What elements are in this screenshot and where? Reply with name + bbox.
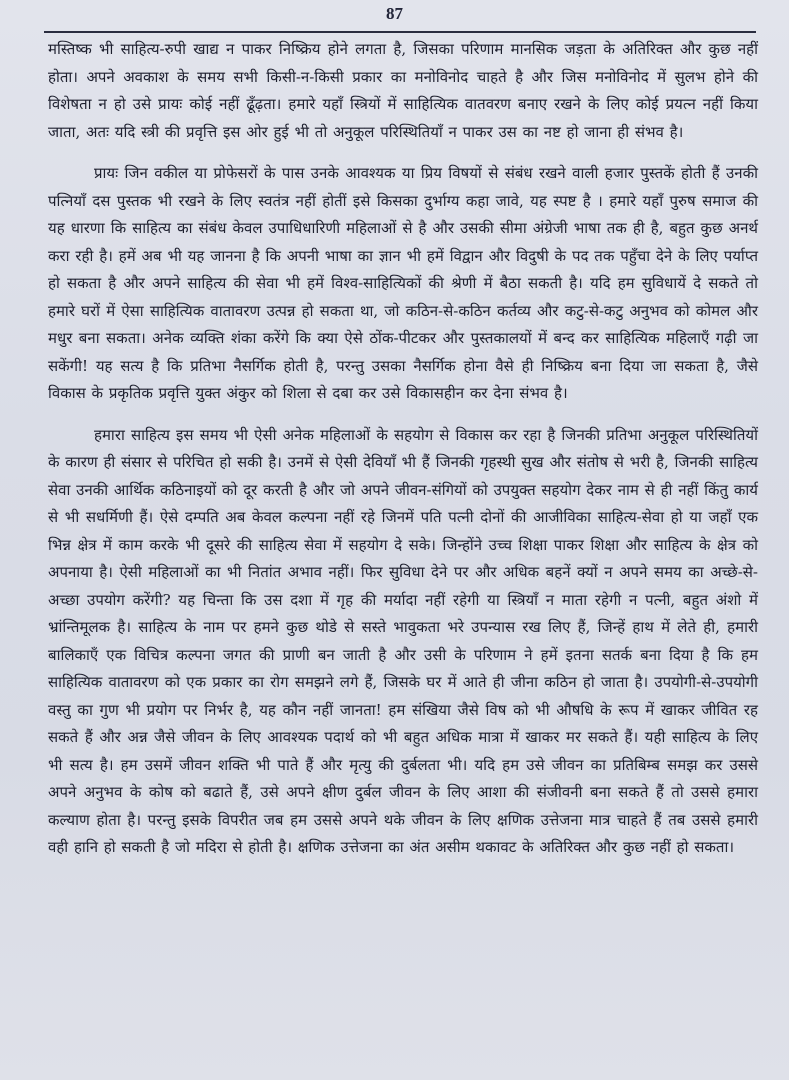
paragraph-2: प्रायः जिन वकील या प्रोफेसरों के पास उनके आवश्यक या प्रिय विषयों से संबंध रखने वाली हजार पुस्तकें होती हैं उनकी पत्नियाँ दस पुस्तक भी रखने के लिए स्वतंत्र नहीं होतीं इसे किसका दुर्भाग्य कहा जावे, यह स्पष्ट है । हमारे यहाँ पुरुष समाज की यह धारणा कि साहित्य का संबंध केवल उपाधिधारिणी महिलाओं से है और उसकी सीमा अंग्रेजी भाषा तक ही है, बहुत कुछ अनर्थ करा रही है। हमें अब भी यह जानना है कि अपनी भाषा का ज्ञान भी हमें विद्वान और विदुषी के पद तक पहुँचा देने के लिए पर्याप्त हो सकता है और अपने साहित्य की सेवा भी हमें विश्व-साहित्यिकों की श्रेणी में बैठा सकती है। यदि हम सुविधायें दे सकते तो हमारे घरों में ऐसा साहित्यिक वातावरण उत्पन्न हो सकता था, जो कठिन-से-कठिन कर्तव्य और कटु-से-कटु अनुभव को कोमल और मधुर बना सकता। अनेक व्यक्ति शंका करेंगे कि क्या ऐसे ठोंक-पीटकर और पुस्तकालयों में बन्द कर साहित्यिक महिलाएँ गढ़ी जा सकेंगी! यह सत्य है कि प्रतिभा नैसर्गिक होती है, परन्तु उसका नैसर्गिक होना वैसे ही निष्क्रिय बना दिया जा सकता है, जैसे विकास के प्रकृतिक प्रवृत्ति युक्त अंकुर को शिला से दबा कर उसे विकासहीन कर देना संभव है।: [48, 164, 758, 402]
header-rule: [44, 31, 756, 33]
page-number: 87: [386, 4, 403, 23]
paragraph-1: मस्तिष्क भी साहित्य-रुपी खाद्य न पाकर निष्क्रिय होने लगता है, जिसका परिणाम मानसिक जड़ता के अतिरिक्त और कुछ नहीं होता। अपने अवकाश के समय सभी किसी-न-किसी प्रकार का मनोविनोद चाहते है और जिस मनोविनोद में सुलभ होने की विशेषता न हो उसे प्रायः कोई नहीं ढूँढ़ता। हमारे यहाँ स्त्रियों में साहित्यिक वातवरण बनाए रखने के लिए कोई प्रयत्न नहीं किया जाता, अतः यदि स्त्री की प्रवृत्ति इस ओर हुई भी तो अनुकूल परिस्थितियाँ न पाकर उस का नष्ट हो जाना ही संभव है।: [48, 40, 758, 141]
paragraph-3: हमारा साहित्य इस समय भी ऐसी अनेक महिलाओं के सहयोग से विकास कर रहा है जिनकी प्रतिभा अनुकूल परिस्थितियों के कारण ही संसार से परिचित हो सकी है। उनमें से ऐसी देवियाँ भी हैं जिनकी गृहस्थी सुख और संतोष से भरी है, जिनकी साहित्य सेवा उनकी आर्थिक कठिनाइयों को दूर करती है और जो अपने जीवन-संगियों को उपयुक्त सहयोग देकर नाम से ही नहीं किंतु कार्य से भी सधर्मिणी हैं। ऐसे दम्पति अब केवल कल्पना नहीं रहे जिनमें पति पत्नी दोनों की आजीविका साहित्य-सेवा हो या जहाँ एक भिन्न क्षेत्र में काम करके भी दूसरे की साहित्य सेवा में सहयोग दे सके। जिन्होंने उच्च शिक्षा पाकर शिक्षा और साहित्य के क्षेत्र को अपनाया है। ऐसी महिलाओं का भी नितांत अभाव नहीं। फिर सुविधा देने पर और अधिक बहनें क्यों न अपने समय का अच्छे-से-अच्छा उपयोग करेंगी? यह चिन्ता कि उस दशा में गृह की मर्यादा नहीं रहेगी या स्त्रियाँ न माता रहेगी न पत्नी, बहुत अंशो में भ्रांन्तिमूलक है। साहित्य के नाम पर हमने कुछ थोडे से सस्ते भावुकता भरे उपन्यास रख लिए हैं, जिन्हें हाथ में लेते ही, हमारी बालिकाएँ एक विचित्र कल्पना जगत की प्राणी बन जाती है और उसी के परिणाम ने हमें इतना सतर्क बना दिया है कि हम साहित्यिक वातावरण को एक प्रकार का रोग समझने लगे हैं, जिसके घर में आते ही जीना कठिन हो जाता है। उपयोगी-से-उपयोगी वस्तु का गुण भी प्रयोग पर निर्भर है, यह कौन नहीं जानता! हम संखिया जैसे विष को भी औषधि के रूप में खाकर जीवित रह सकते हैं और अन्न जैसे जीवन के लिए आवश्यक पदार्थ को भी बहुत अधिक मात्रा में खाकर मर सकते हैं। यही साहित्य के लिए भी सत्य है। हम उसमें जीवन शक्ति भी पाते हैं और मृत्यु की दुर्बलता भी। यदि हम उसे जीवन का प्रतिबिम्ब समझ कर उससे अपने अनुभव के कोष को बढाते हैं, उसे अपने क्षीण दुर्बल जीवन के लिए आशा की संजीवनी बना सकते हैं तो उससे हमारा कल्याण होता है। परन्तु इसके विपरीत जब हम उससे अपने थके जीवन के लिए क्षणिक उत्तेजना मात्र चाहते हैं तब उससे हमारी वही हानि हो सकती है जो मदिरा से होती है। क्षणिक उत्तेजना का अंत असीम थकावट के अतिरिक्त और कुछ नहीं हो सकता।: [48, 425, 758, 856]
body-text: [48, 36, 758, 876]
